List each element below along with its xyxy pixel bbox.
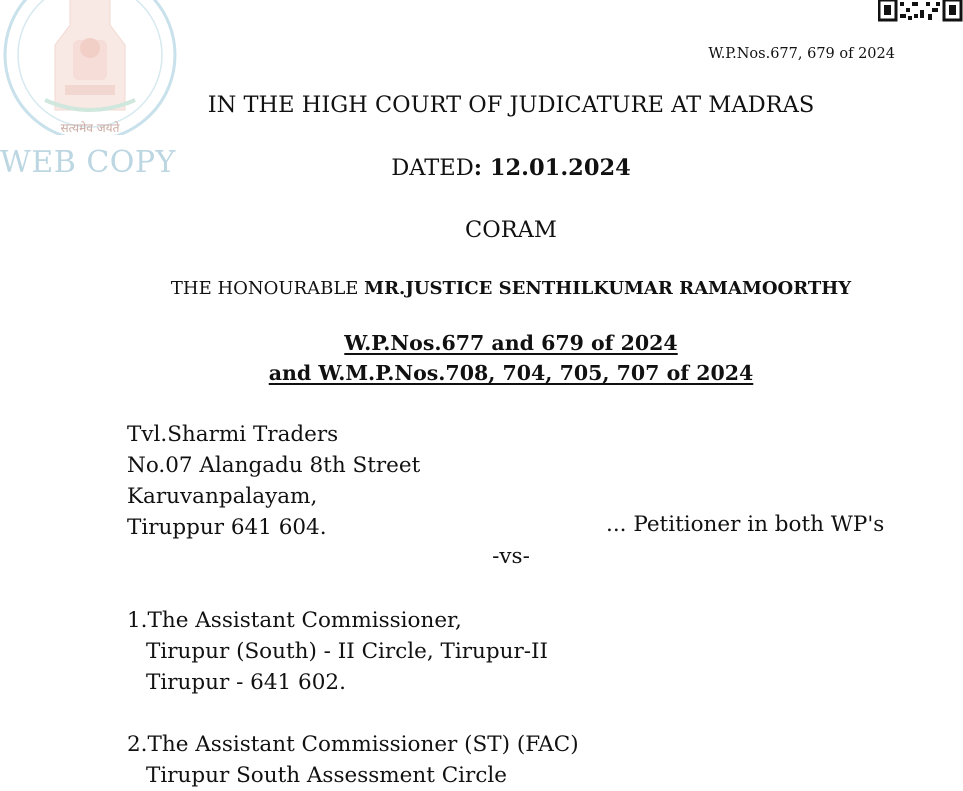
judge-line [0,278,963,299]
qr-code [878,0,963,22]
petitioner-line: Tvl.Sharmi Traders [127,422,339,447]
case-reference-header: W.P.Nos.677, 679 of 2024 [708,46,895,62]
writ-petition-numbers [0,331,963,355]
petitioner-role: ... Petitioner in both WP's [606,512,885,537]
respondent-line: 1.The Assistant Commissioner, [127,608,462,633]
petitioner-line: No.07 Alangadu 8th Street [127,453,421,478]
respondent-1 [127,605,548,698]
dated-line [0,155,963,181]
judge-prefix: THE HONOURABLE [170,278,365,299]
petitioner-address [127,419,420,543]
dated-label: DATED [391,155,474,181]
judge-name: MR.JUSTICE SENTHILKUMAR RAMAMOORTHY [364,278,852,299]
wp-line-1: W.P.Nos.677 and 679 of 2024 [344,331,678,355]
petitioner-line: Karuvanpalayam, [127,484,318,509]
coram-heading: CORAM [465,217,557,243]
court-title: IN THE HIGH COURT OF JUDICATURE AT MADRAS [207,92,815,118]
seal-motto: सत्यमेव जयते [60,121,120,135]
respondent-2 [127,729,579,791]
wp-line-2: and W.M.P.Nos.708, 704, 705, 707 of 2024 [268,361,754,385]
respondent-line: Tirupur (South) - II Circle, Tirupur-II [146,639,548,664]
respondent-line: Tirupur - 641 602. [146,670,346,695]
versus-separator: -vs- [492,544,530,569]
web-copy-watermark: WEB COPY [0,145,176,180]
wmp-numbers [0,361,963,385]
respondent-line: 2.The Assistant Commissioner (ST) (FAC) [127,732,579,757]
respondent-line: Tirupur South Assessment Circle [146,763,507,788]
petitioner-line: Tiruppur 641 604. [127,515,327,540]
dated-value: : 12.01.2024 [473,155,631,181]
